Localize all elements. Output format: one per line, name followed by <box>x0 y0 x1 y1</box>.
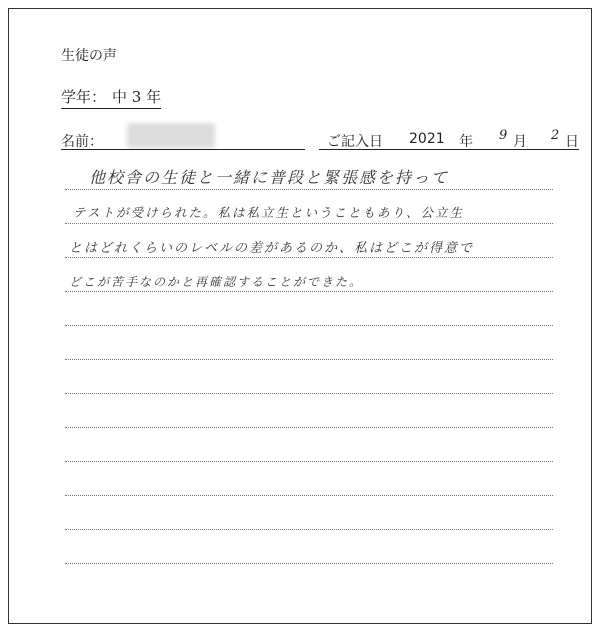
grade-value: 中 3 年 <box>112 88 162 106</box>
name-label: 名前： <box>61 134 103 150</box>
date-month: 9 <box>499 128 508 143</box>
grade-label: 学年： <box>61 88 107 106</box>
comment-line: どこが苦手なのかと再確認することができた。 <box>69 275 364 289</box>
writing-rule <box>65 291 553 292</box>
name-underline <box>61 149 305 150</box>
writing-rule <box>65 393 553 394</box>
writing-rule <box>65 325 553 326</box>
date-day: 2 <box>551 128 560 143</box>
writing-rule <box>65 529 553 530</box>
writing-rule <box>65 189 553 190</box>
form-title: 生徒の声 <box>61 48 117 64</box>
feedback-form-sheet <box>8 8 592 624</box>
writing-rule <box>65 223 553 224</box>
date-day-unit: 日 <box>565 134 579 150</box>
date-underline <box>319 149 579 150</box>
writing-rule <box>65 257 553 258</box>
writing-rule <box>65 495 553 496</box>
writing-rule <box>65 461 553 462</box>
comment-line: 他校舎の生徒と一緒に普段と緊張感を持って <box>89 168 450 187</box>
date-label: ご記入日 <box>327 134 383 150</box>
date-month-unit: 月 <box>513 134 527 150</box>
redacted-name <box>127 123 215 148</box>
name-date-row <box>61 129 581 151</box>
comment-line: とはどれくらいのレベルの差があるのか、私はどこが得意で <box>69 241 475 256</box>
writing-rule <box>65 359 553 360</box>
date-year-unit: 年 <box>459 134 473 150</box>
writing-rule <box>65 563 553 564</box>
writing-rule <box>65 427 553 428</box>
grade-field <box>61 86 161 109</box>
comment-line: テストが受けられた。私は私立生ということもあり、公立生 <box>73 205 465 220</box>
date-year: 2021 <box>409 131 445 147</box>
